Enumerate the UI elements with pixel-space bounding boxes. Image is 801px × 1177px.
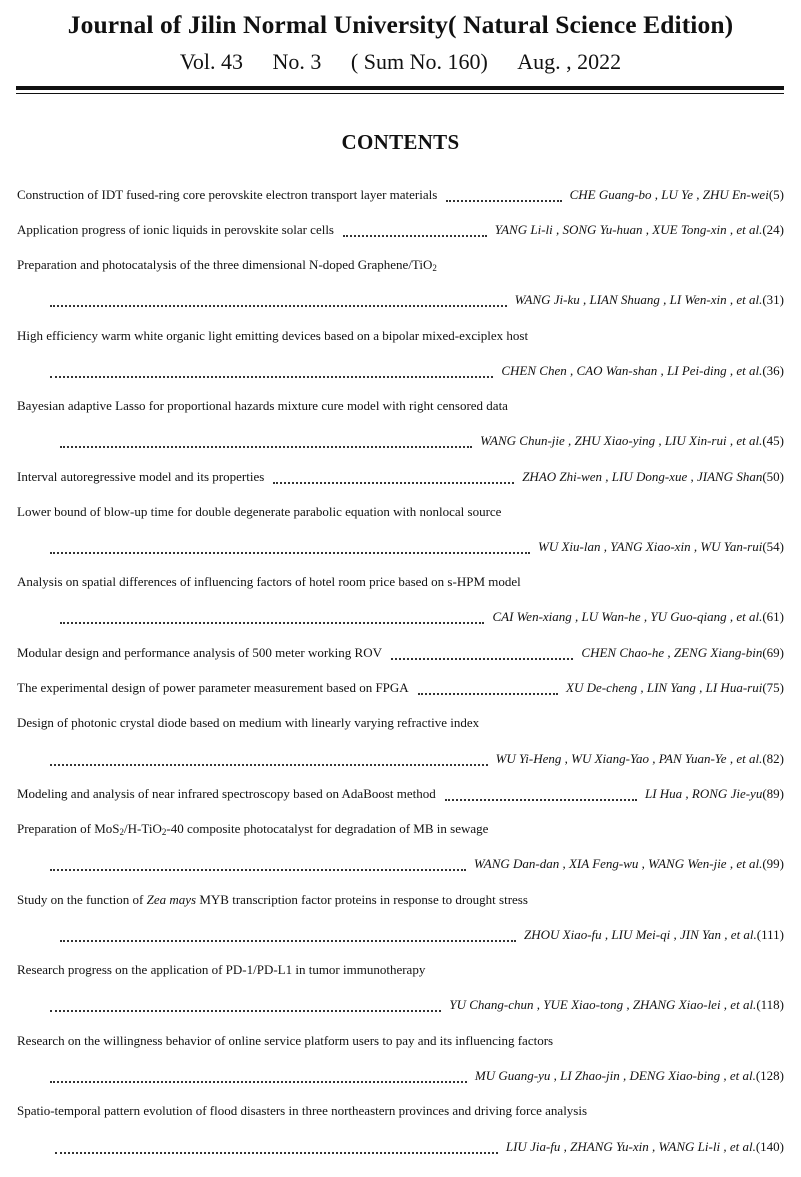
entry-title: Research progress on the application of PD-1/PD-L1 in tumor immunotherapy xyxy=(17,962,426,977)
entry-page: (50) xyxy=(762,469,784,484)
toc-entry-title-line[interactable] xyxy=(17,504,784,524)
toc-entry-title-line[interactable] xyxy=(17,715,784,735)
toc-entry-author-line[interactable] xyxy=(55,1139,784,1159)
entry-title: The experimental design of power parameter measurement based on FPGA xyxy=(17,680,409,695)
toc-entry-author-line[interactable] xyxy=(50,363,784,383)
entry-page: (75) xyxy=(762,680,784,695)
entry-page: (69) xyxy=(762,645,784,660)
journal-title: Journal of Jilin Normal University( Natural Science Edition) xyxy=(67,10,734,39)
toc-entry-title-line[interactable] xyxy=(17,892,784,912)
entry-authors: WANG Ji-ku , LIAN Shuang , LI Wen-xin , et al. xyxy=(514,292,763,307)
entry-authors: ZHAO Zhi-wen , LIU Dong-xue , JIANG Shan xyxy=(522,469,763,484)
entry-page: (99) xyxy=(762,856,784,871)
entry-title: Construction of IDT fused-ring core perovskite electron transport layer materials xyxy=(17,187,438,202)
entry-authors: CAI Wen-xiang , LU Wan-he , YU Guo-qiang , et al. xyxy=(492,609,763,624)
dot-leader xyxy=(50,868,466,871)
dot-leader xyxy=(445,798,637,801)
dot-leader xyxy=(60,445,472,448)
toc-entry[interactable] xyxy=(17,187,784,207)
toc-entry-author-line[interactable] xyxy=(60,433,784,453)
dot-leader xyxy=(50,1080,467,1083)
toc-entry-title-line[interactable] xyxy=(17,1033,784,1053)
dot-leader xyxy=(50,304,507,307)
entry-title: High efficiency warm white organic light emitting devices based on a bipolar mixed-exciplex host xyxy=(17,328,529,343)
entry-title: Design of photonic crystal diode based on medium with linearly varying refractive index xyxy=(17,715,480,730)
toc-entry[interactable] xyxy=(17,469,784,489)
entry-title: Application progress of ionic liquids in perovskite solar cells xyxy=(17,222,334,237)
entry-page: (89) xyxy=(762,786,784,801)
entry-authors: LIU Jia-fu , ZHANG Yu-xin , WANG Li-li , et al. xyxy=(505,1139,756,1154)
toc-entry-author-line[interactable] xyxy=(50,292,784,312)
toc-entry-title-line[interactable] xyxy=(17,398,784,418)
toc-entry-title-line[interactable] xyxy=(17,821,784,841)
entry-authors: WANG Chun-jie , ZHU Xiao-ying , LIU Xin-rui , et al. xyxy=(480,433,763,448)
entry-title: Preparation and photocatalysis of the three dimensional N-doped Graphene/TiO$_2$ xyxy=(17,257,437,273)
entry-authors: YANG Li-li , SONG Yu-huan , XUE Tong-xin , et al. xyxy=(494,222,763,237)
dot-leader xyxy=(60,621,484,624)
sum-number: ( Sum No. 160) xyxy=(350,49,488,74)
dot-leader xyxy=(446,199,561,202)
toc-entry-author-line[interactable] xyxy=(60,609,784,629)
issue-date: Aug. , 2022 xyxy=(517,49,622,74)
entry-page: (61) xyxy=(762,609,784,624)
entry-authors: WU Xiu-lan , YANG Xiao-xin , WU Yan-rui xyxy=(538,539,763,554)
toc-entry-title-line[interactable] xyxy=(17,1103,784,1123)
entry-authors: CHE Guang-bo , LU Ye , ZHU En-wei xyxy=(569,187,769,202)
entry-authors: CHEN Chen , CAO Wan-shan , LI Pei-ding , et al. xyxy=(501,363,763,378)
toc-entry-title-line[interactable] xyxy=(17,574,784,594)
entry-page: (5) xyxy=(768,187,784,202)
entry-page: (140) xyxy=(755,1139,784,1154)
toc-entry-author-line[interactable] xyxy=(50,539,784,559)
dot-leader xyxy=(50,375,493,378)
toc-entry[interactable] xyxy=(17,222,784,242)
volume: Vol. 43 xyxy=(179,49,243,74)
entry-page: (24) xyxy=(762,222,784,237)
toc-entry-title-line[interactable] xyxy=(17,962,784,982)
entry-page: (82) xyxy=(762,751,784,766)
toc-entry-author-line[interactable] xyxy=(50,997,784,1017)
toc-entry[interactable] xyxy=(17,680,784,700)
toc-entry-title-line[interactable] xyxy=(17,257,784,277)
entry-title: Interval autoregressive model and its properties xyxy=(17,469,265,484)
dot-leader xyxy=(55,1151,498,1154)
entry-page: (118) xyxy=(756,997,784,1012)
entry-title: Study on the function of Zea mays MYB transcription factor proteins in response to drought stress xyxy=(17,892,528,907)
entry-page: (36) xyxy=(762,363,784,378)
entry-page: (111) xyxy=(756,927,784,942)
entry-page: (45) xyxy=(762,433,784,448)
entry-title: Spatio-temporal pattern evolution of flood disasters in three northeastern provinces and driving force analysis xyxy=(17,1103,588,1118)
dot-leader xyxy=(60,939,516,942)
entry-title: Modular design and performance analysis of 500 meter working ROV xyxy=(17,645,382,660)
toc-entry-title-line[interactable] xyxy=(17,328,784,348)
dot-leader xyxy=(343,234,487,237)
dot-leader xyxy=(391,657,573,660)
issue-number: No. 3 xyxy=(272,49,322,74)
entry-page: (54) xyxy=(762,539,784,554)
dot-leader xyxy=(50,551,530,554)
entry-authors: LI Hua , RONG Jie-yu xyxy=(644,786,763,801)
toc-entry-author-line[interactable] xyxy=(60,927,784,947)
dot-leader xyxy=(50,763,488,766)
entry-authors: MU Guang-yu , LI Zhao-jin , DENG Xiao-bing , et al. xyxy=(474,1068,756,1083)
toc-entry-author-line[interactable] xyxy=(50,1068,784,1088)
entry-authors: WANG Dan-dan , XIA Feng-wu , WANG Wen-jie , et al. xyxy=(473,856,763,871)
dot-leader xyxy=(418,692,558,695)
toc-entry[interactable] xyxy=(17,645,784,665)
toc-entry-author-line[interactable] xyxy=(50,856,784,876)
dot-leader xyxy=(273,481,514,484)
entry-title: Analysis on spatial differences of influencing factors of hotel room price based on s-HPM model xyxy=(17,574,521,589)
entry-authors: XU De-cheng , LIN Yang , LI Hua-rui xyxy=(566,680,763,695)
entry-title: Preparation of MoS$_2$/H-TiO$_2$-40 composite photocatalyst for degradation of MB in sewage xyxy=(17,821,489,837)
entry-title: Modeling and analysis of near infrared spectroscopy based on AdaBoost method xyxy=(17,786,436,801)
entry-authors: CHEN Chao-he , ZENG Xiang-bin xyxy=(581,645,763,660)
dot-leader xyxy=(50,1009,441,1012)
toc-entry-author-line[interactable] xyxy=(50,751,784,771)
toc-entry[interactable] xyxy=(17,786,784,806)
entry-page: (31) xyxy=(762,292,784,307)
entry-title: Bayesian adaptive Lasso for proportional hazards mixture cure model with right censored data xyxy=(17,398,508,413)
entry-page: (128) xyxy=(755,1068,784,1083)
entry-authors: WU Yi-Heng , WU Xiang-Yao , PAN Yuan-Ye , et al. xyxy=(495,751,763,766)
entry-title: Lower bound of blow-up time for double degenerate parabolic equation with nonlocal source xyxy=(17,504,502,519)
entry-authors: ZHOU Xiao-fu , LIU Mei-qi , JIN Yan , et al. xyxy=(524,927,757,942)
contents-heading: CONTENTS xyxy=(341,130,460,154)
entry-title: Research on the willingness behavior of online service platform users to pay and its influencing factors xyxy=(17,1033,554,1048)
entry-authors: YU Chang-chun , YUE Xiao-tong , ZHANG Xiao-lei , et al. xyxy=(449,997,757,1012)
